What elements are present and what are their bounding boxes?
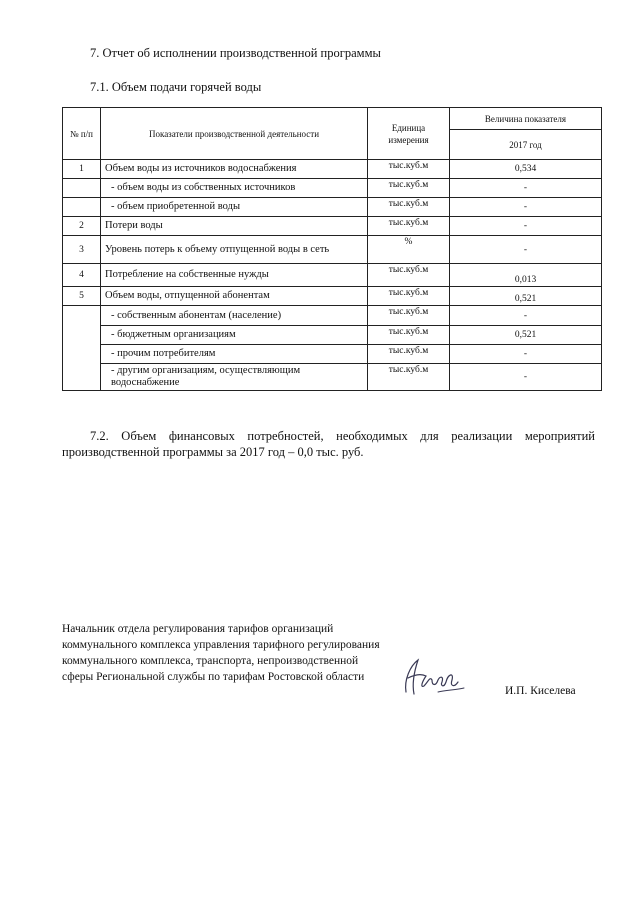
col-header-indicator: Показатели производственной деятельности bbox=[101, 108, 368, 160]
row-indicator: - объем воды из собственных источников bbox=[101, 179, 368, 198]
row-unit: тыс.куб.м bbox=[368, 306, 450, 326]
row-unit: тыс.куб.м bbox=[368, 217, 450, 236]
row-value: - bbox=[450, 198, 602, 217]
row-value: - bbox=[450, 179, 602, 198]
table-row bbox=[63, 236, 602, 264]
table-row bbox=[63, 179, 602, 198]
table-row bbox=[63, 326, 602, 345]
row-num bbox=[63, 198, 101, 217]
row-value: - bbox=[450, 236, 602, 264]
row-indicator: - другим организациям, осуществляющим водоснабжение bbox=[101, 364, 368, 391]
row-num: 3 bbox=[63, 236, 101, 264]
col-header-num: № п/п bbox=[63, 108, 101, 160]
row-unit: тыс.куб.м bbox=[368, 264, 450, 287]
table-row bbox=[63, 364, 602, 391]
col-header-unit: Единица измерения bbox=[368, 108, 450, 160]
table-row bbox=[63, 198, 602, 217]
signatory-name: И.П. Киселева bbox=[505, 685, 576, 697]
row-value: - bbox=[450, 364, 602, 391]
row-num bbox=[63, 306, 101, 391]
row-num: 2 bbox=[63, 217, 101, 236]
row-indicator: - прочим потребителям bbox=[101, 345, 368, 364]
row-value: - bbox=[450, 345, 602, 364]
table-row bbox=[63, 306, 602, 326]
signatory-position: Начальник отдела регулирования тарифов организаций коммунального комплекса управления тарифного регулирования коммунального комплекса, транспорта, непроизводственной сферы Региональной службы по тарифам Ростовской области bbox=[62, 623, 380, 683]
col-header-value: Величина показателя bbox=[450, 108, 602, 130]
row-indicator: Объем воды из источников водоснабжения bbox=[101, 160, 368, 179]
row-value: 0,521 bbox=[450, 287, 602, 306]
row-num: 1 bbox=[63, 160, 101, 179]
hot-water-table bbox=[62, 107, 602, 391]
row-indicator: Объем воды, отпущенной абонентам bbox=[101, 287, 368, 306]
row-num: 5 bbox=[63, 287, 101, 306]
row-unit: тыс.куб.м bbox=[368, 345, 450, 364]
row-value: - bbox=[450, 306, 602, 326]
row-indicator: - объем приобретенной воды bbox=[101, 198, 368, 217]
row-unit: тыс.куб.м bbox=[368, 326, 450, 345]
row-value: 0,534 bbox=[450, 160, 602, 179]
table-row bbox=[63, 345, 602, 364]
row-unit: тыс.куб.м bbox=[368, 287, 450, 306]
row-value: - bbox=[450, 217, 602, 236]
row-value: 0,521 bbox=[450, 326, 602, 345]
table-row bbox=[63, 160, 602, 179]
row-unit: тыс.куб.м bbox=[368, 364, 450, 391]
row-value: 0,013 bbox=[450, 264, 602, 287]
row-indicator: - собственным абонентам (население) bbox=[101, 306, 368, 326]
handwritten-signature bbox=[398, 652, 470, 700]
row-unit: тыс.куб.м bbox=[368, 179, 450, 198]
section-heading: 7. Отчет об исполнении производственной программы bbox=[90, 46, 381, 60]
row-indicator: Потери воды bbox=[101, 217, 368, 236]
row-unit: тыс.куб.м bbox=[368, 160, 450, 179]
table-row bbox=[63, 287, 602, 306]
row-num bbox=[63, 179, 101, 198]
row-indicator: Потребление на собственные нужды bbox=[101, 264, 368, 287]
subsection-heading: 7.1. Объем подачи горячей воды bbox=[90, 80, 262, 94]
table-row bbox=[63, 217, 602, 236]
row-indicator: - бюджетным организациям bbox=[101, 326, 368, 345]
row-num: 4 bbox=[63, 264, 101, 287]
table-row bbox=[63, 264, 602, 287]
row-unit: % bbox=[368, 236, 450, 264]
row-unit: тыс.куб.м bbox=[368, 198, 450, 217]
financial-needs-paragraph: 7.2. Объем финансовых потребностей, необходимых для реализации мероприятий производственной программы за 2017 год – 0,0 тыс. руб. bbox=[62, 429, 595, 459]
col-header-year: 2017 год bbox=[450, 130, 602, 160]
row-indicator: Уровень потерь к объему отпущенной воды в сеть bbox=[101, 236, 368, 264]
